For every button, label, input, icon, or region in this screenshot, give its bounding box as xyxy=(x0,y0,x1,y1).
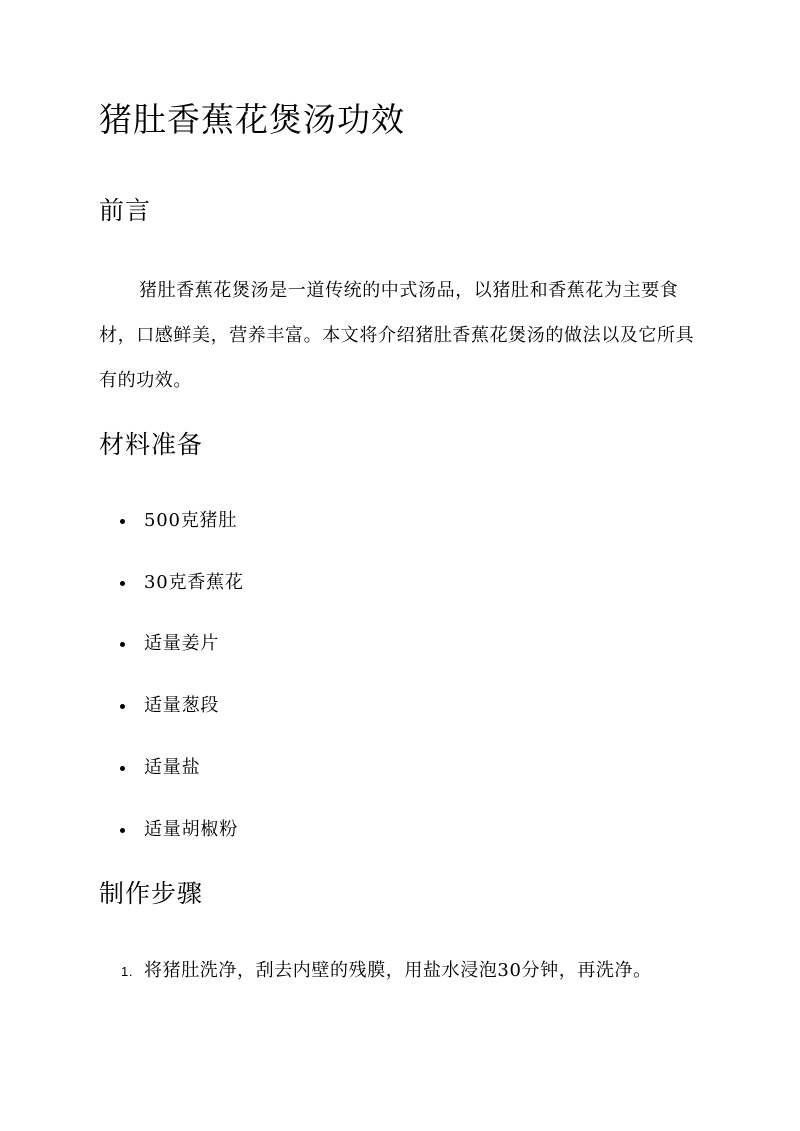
bullet-icon xyxy=(120,581,125,586)
ingredients-heading: 材料准备 xyxy=(99,430,204,459)
bullet-icon xyxy=(120,704,125,709)
ingredient-text: 30克香蕉花 xyxy=(144,572,244,593)
bullet-icon xyxy=(120,828,125,833)
steps-heading: 制作步骤 xyxy=(99,879,204,908)
preface-paragraph: 猪肚香蕉花煲汤是一道传统的中式汤品，以猪肚和香蕉花为主要食材，口感鲜美，营养丰富。本文将介绍猪肚香蕉花煲汤的做法以及它所具有的功效。 xyxy=(99,280,695,391)
ingredient-text: 适量姜片 xyxy=(144,633,220,654)
bullet-icon xyxy=(120,519,125,524)
preface-heading: 前言 xyxy=(99,196,152,225)
document-title: 猪肚香蕉花煲汤功效 xyxy=(99,100,405,139)
ingredient-text: 500克猪肚 xyxy=(144,510,238,531)
ingredient-text: 适量盐 xyxy=(144,757,201,778)
bullet-icon xyxy=(120,766,125,771)
ingredient-text: 适量葱段 xyxy=(144,695,220,716)
step-text: 将猪肚洗净，刮去内壁的残膜，用盐水浸泡30分钟，再洗净。 xyxy=(144,960,652,981)
bullet-icon xyxy=(120,642,125,647)
step-number: 1. xyxy=(121,964,134,979)
ingredient-text: 适量胡椒粉 xyxy=(144,819,238,840)
